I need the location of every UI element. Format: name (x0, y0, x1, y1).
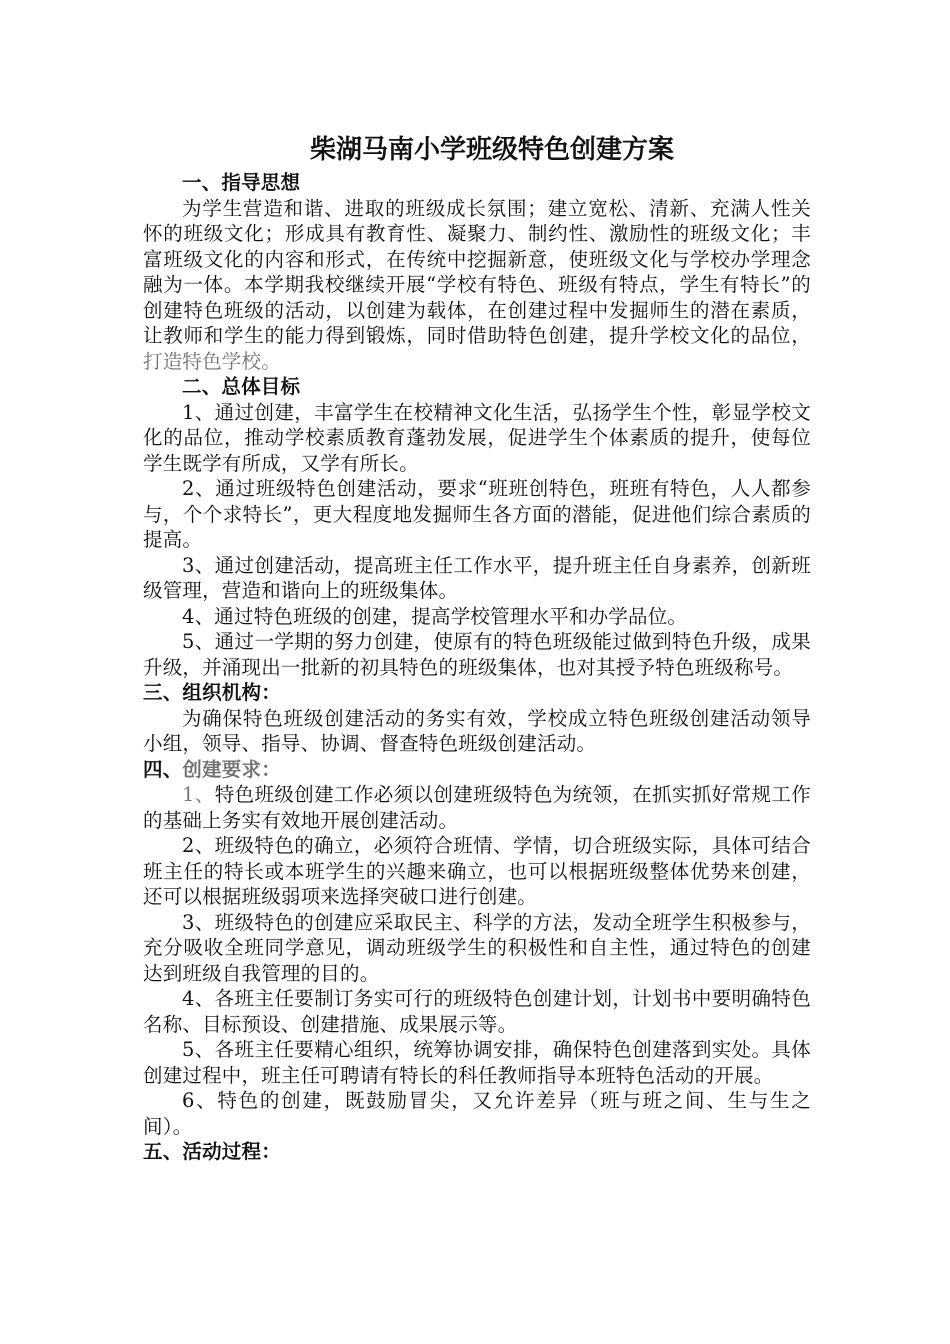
section-heading-guiding-ideology: 一、指导思想 (182, 171, 301, 194)
paragraph (143, 782, 811, 833)
paragraph: 3、通过创建活动，提高班主任工作水平，提升班主任自身素养，创新班级管理，营造和谐向上的班级集体。 (143, 553, 811, 602)
section-heading-overall-goals: 二、总体目标 (182, 375, 301, 398)
document-page (143, 130, 811, 1165)
paragraph: 1、通过创建，丰富学生在校精神文化生活，弘扬学生个性，彰显学校文化的品位，推动学校素质教育蓬勃发展，促进学生个体素质的提升，使每位学生既学有所成，又学有所长。 (143, 400, 811, 475)
paragraph-lead: 1、 (182, 783, 215, 806)
paragraph: 为确保特色班级创建活动的务实有效，学校成立特色班级创建活动领导小组，领导、指导、协调、督查特色班级创建活动。 (143, 706, 811, 755)
paragraph: 2、通过班级特色创建活动，要求“班班创特色，班班有特色，人人都参与，个个求特长”，更大程度地发掘师生各方面的潜能，促进他们综合素质的提高。 (143, 477, 811, 551)
paragraph: 4、各班主任要制订务实可行的班级特色创建计划，计划书中要明确特色名称、目标预设、创建措施、成果展示等。 (143, 987, 811, 1036)
paragraph: 6、特色的创建，既鼓励冒尖，又允许差异（班与班之间、生与生之间）。 (143, 1089, 811, 1138)
paragraph: 3、班级特色的创建应采取民主、科学的方法，发动全班学生积极参与，充分吸收全班同学意见，调动班级学生的积极性和自主性，通过特色的创建达到班级自我管理的目的。 (143, 910, 811, 985)
paragraph-text: 为学生营造和谐、进取的班级成长氛围；建立宽松、清新、充满人性关怀的班级文化；形成具有教育性、凝聚力、制约性、激励性的班级文化；丰富班级文化的内容和形式，在传统中挖掘新意，使班级文化与学校办学理念融为一体。本学期我校继续开展“学校有特色、班级有特点，学生有特长”的创建特色班级的活动，以创建为载体，在创建过程中发掘师生的潜在素质，让教师和学生的能力得到锻炼，同时借助特色创建，提升学校文化的品位， (143, 196, 811, 347)
heading-rest: 创建要求： (182, 757, 281, 781)
paragraph-text: 特色班级创建工作必须以创建班级特色为统领，在抓实抓好常规工作的基础上务实有效地开展创建活动。 (143, 783, 811, 832)
paragraph (143, 196, 811, 375)
paragraph-tail: 打造特色学校。 (143, 349, 281, 373)
document-title: 柴湖马南小学班级特色创建方案 (309, 135, 674, 165)
section-heading-requirements (143, 757, 811, 783)
section-heading-activity-process: 五、活动过程： (143, 1140, 281, 1163)
paragraph: 4、通过特色班级的创建，提高学校管理水平和办学品位。 (182, 604, 688, 628)
section-heading-organization: 三、组织机构： (143, 681, 281, 704)
paragraph: 5、各班主任要精心组织，统筹协调安排，确保特色创建落到实处。具体创建过程中，班主任可聘请有特长的科任教师指导本班特色活动的开展。 (143, 1038, 811, 1087)
paragraph: 5、通过一学期的努力创建，使原有的特色班级能过做到特色升级，成果升级，并涌现出一批新的初具特色的班级集体，也对其授予特色班级称号。 (143, 630, 811, 679)
paragraph: 2、班级特色的确立，必须符合班情、学情，切合班级实际，具体可结合班主任的特长或本班学生的兴趣来确立，也可以根据班级整体优势来创建，还可以根据班级弱项来选择突破口进行创建。 (143, 834, 811, 908)
heading-prefix: 四、 (143, 757, 183, 781)
